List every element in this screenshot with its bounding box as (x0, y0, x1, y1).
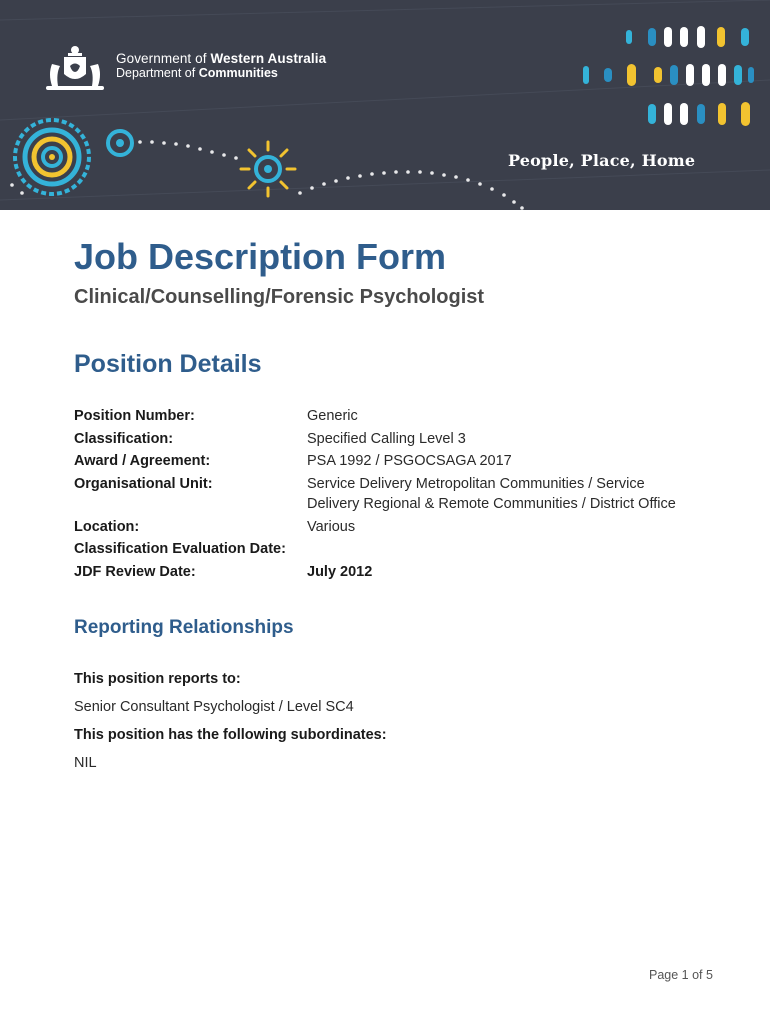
detail-row (74, 517, 694, 538)
government-name (116, 51, 326, 66)
detail-value (334, 539, 694, 560)
detail-label: Organisational Unit: (74, 475, 213, 492)
reporting-relationships-heading: Reporting Relationships (74, 617, 294, 638)
detail-value: PSA 1992 / PSGOCSAGA 2017 (307, 453, 512, 469)
detail-value: July 2012 (307, 563, 373, 580)
page-number: Page 1 of 5 (649, 968, 713, 982)
wa-crest-logo (42, 44, 108, 96)
department-title: Communities (198, 66, 278, 80)
reports-to-value: Senior Consultant Psychologist / Level SC4 (74, 699, 354, 715)
tagline: People, Place, Home (508, 151, 696, 170)
detail-row (74, 474, 694, 515)
detail-value: Specified Calling Level 3 (307, 430, 466, 447)
sun-core (256, 157, 280, 181)
banner-artwork (0, 0, 770, 210)
government-identity (116, 51, 326, 80)
dash-pattern-icon (583, 26, 754, 126)
detail-value: Service Delivery Metropolitan Communities / Service Delivery Regional & Remote Communities / District Office (307, 475, 676, 512)
small-circle-icon (108, 131, 132, 155)
detail-row (74, 539, 694, 560)
dotted-path (138, 140, 238, 160)
subordinates-value: NIL (74, 755, 97, 771)
department-prefix: Department of (116, 66, 199, 80)
detail-value: Generic (307, 408, 358, 424)
detail-row (74, 406, 694, 427)
reports-to-label: This position reports to: (74, 671, 241, 687)
detail-value: Various (307, 518, 356, 535)
concentric-circle-icon (15, 120, 89, 194)
detail-label: Classification Evaluation Date: (74, 541, 286, 557)
position-details-table (74, 406, 694, 584)
document-subtitle: Clinical/Counselling/Forensic Psychologist (74, 286, 485, 308)
detail-label: JDF Review Date: (74, 563, 196, 580)
detail-label: Location: (74, 518, 140, 535)
detail-row (74, 429, 694, 450)
position-details-heading: Position Details (74, 350, 262, 378)
detail-row (74, 451, 694, 472)
detail-label: Award / Agreement: (74, 453, 211, 469)
government-state: Western Australia (210, 51, 327, 66)
document-title: Job Description Form (74, 236, 447, 277)
detail-label: Classification: (74, 430, 174, 447)
subordinates-label: This position has the following subordinates: (74, 727, 387, 743)
government-prefix: Government of (116, 51, 211, 66)
detail-row (74, 562, 694, 583)
detail-label: Position Number: (74, 408, 195, 424)
header-banner (0, 0, 770, 210)
department-name (116, 66, 326, 80)
